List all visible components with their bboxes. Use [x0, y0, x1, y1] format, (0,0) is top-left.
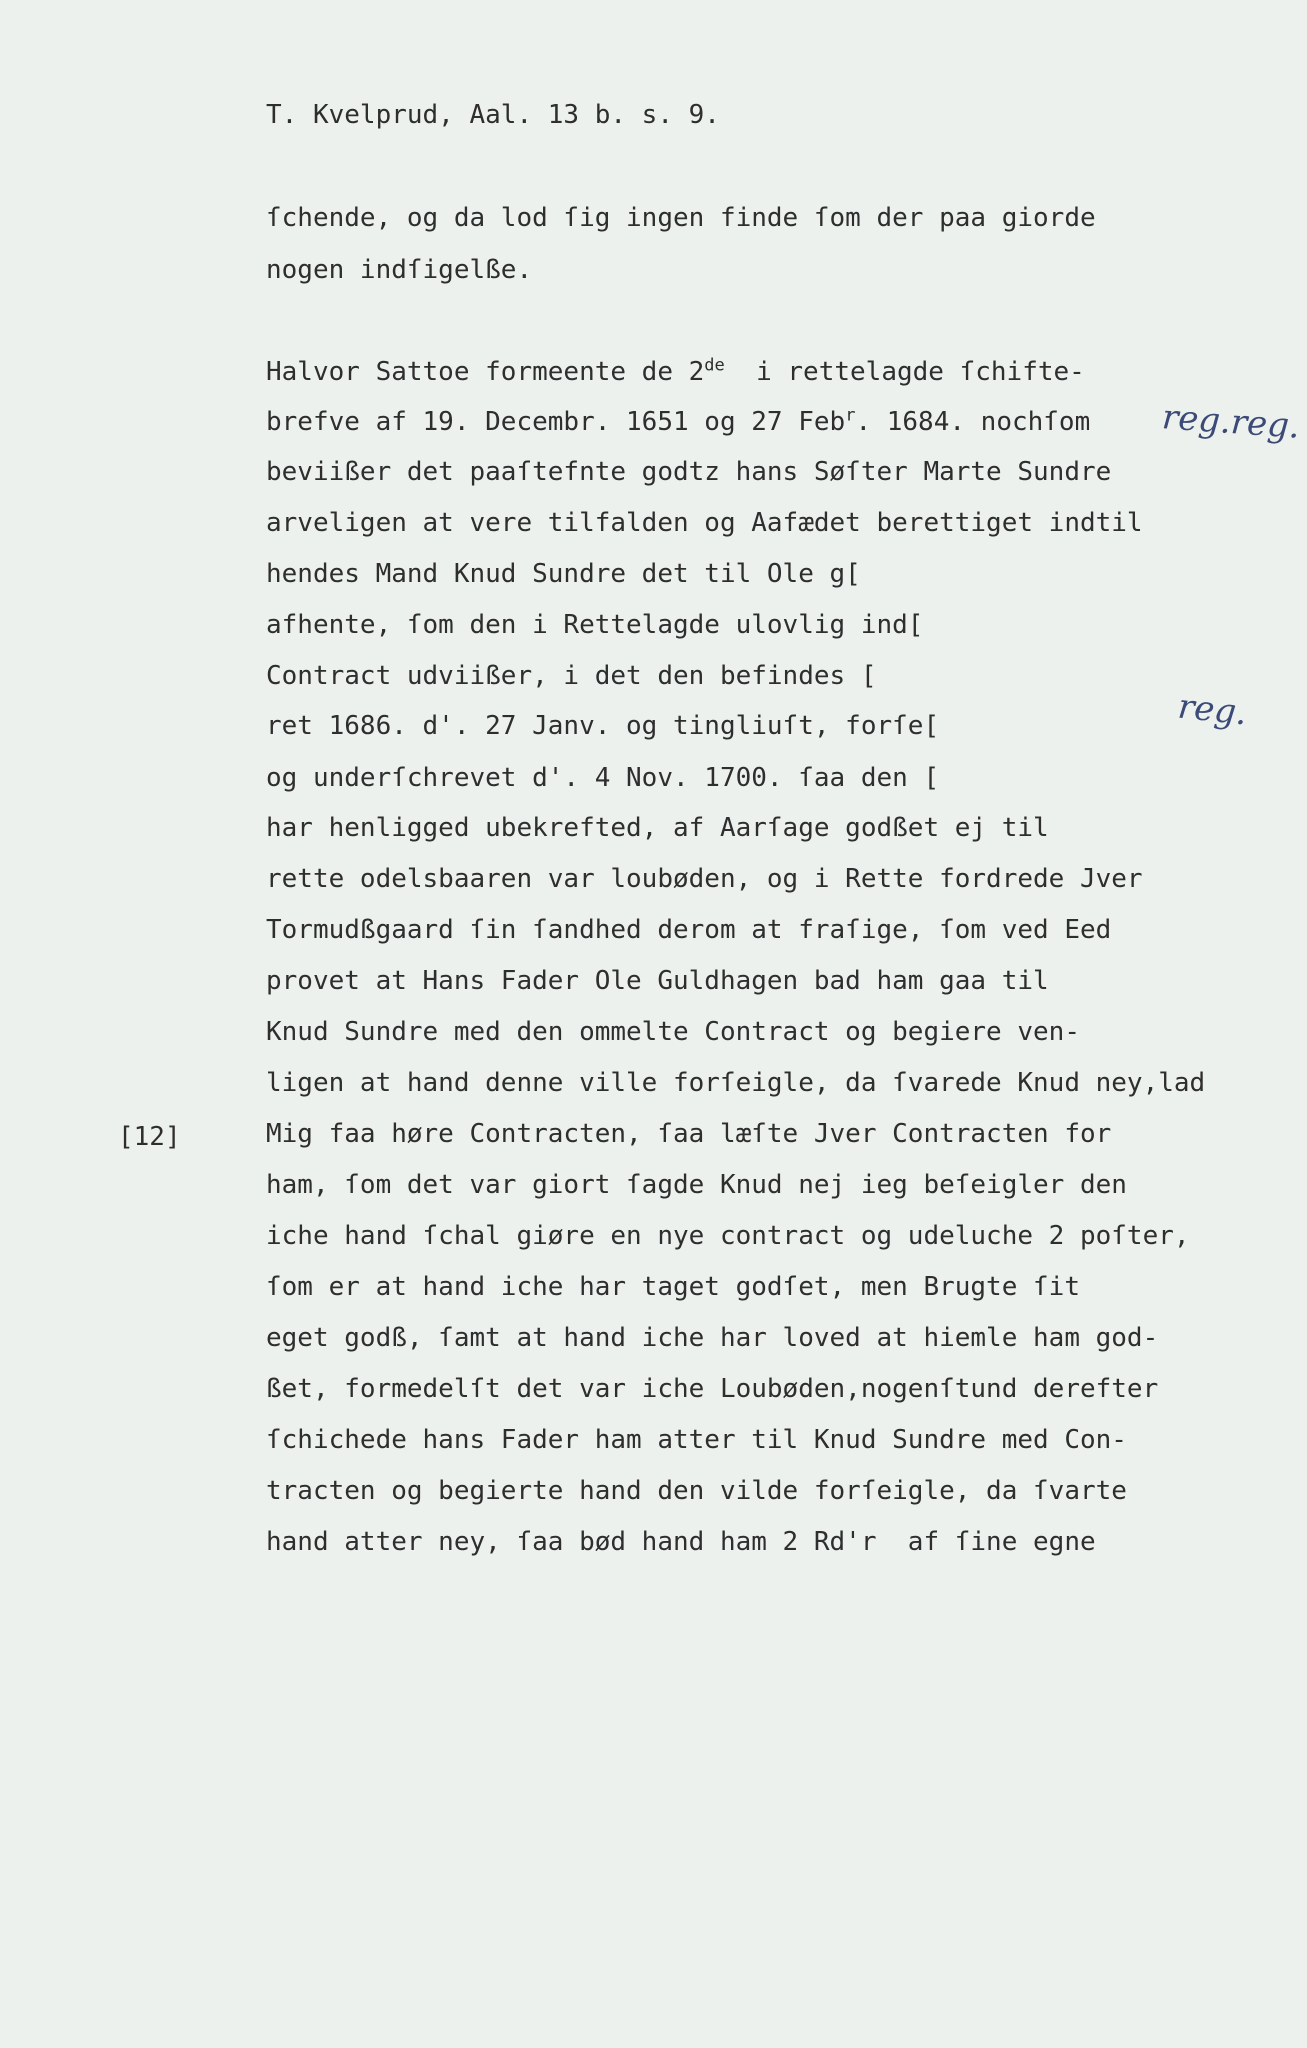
text-line: ret 1686. d'. 27 Janv. og tingliuſt, forſe[: [266, 711, 940, 741]
superscript-de: de: [704, 355, 725, 376]
text-line: hendes Mand Knud Sundre det til Ole g[: [266, 559, 861, 589]
text-segment: brefve af 19. Decembr. 1651 og 27 Feb: [266, 407, 846, 437]
text-line: eget godß, ſamt at hand iche har loved at hiemle ham god-: [266, 1323, 1159, 1353]
text-line: beviißer det paaſtefnte godtz hans Søſter Marte Sundre: [266, 457, 1112, 487]
text-line-brefve: [266, 407, 1090, 437]
text-line: iche hand ſchal giøre en nye contract og udeluche 2 poſter,: [266, 1221, 1190, 1251]
text-line: arveligen at vere tilfalden og Aafædet berettiget indtil: [266, 508, 1143, 538]
text-line: nogen indſigelße.: [266, 255, 533, 285]
text-line: ham, ſom det var giort ſagde Knud nej ieg beſeigler den: [266, 1170, 1127, 1200]
superscript-r: r: [845, 405, 856, 426]
page-header: T. Kvelprud, Aal. 13 b. s. 9.: [266, 100, 720, 130]
handwritten-annotation: reg.reg.: [1160, 397, 1302, 447]
text-segment: . 1684. nochſom: [855, 407, 1091, 437]
margin-page-number: [12]: [118, 1122, 181, 1152]
text-line: provet at Hans Fader Ole Guldhagen bad ham gaa til: [266, 966, 1049, 996]
text-line: Mig faa høre Contracten, ſaa læſte Jver Contracten for: [266, 1119, 1112, 1149]
text-line: Contract udviißer, i det den befindes [: [266, 661, 877, 691]
text-segment: Halvor Sattoe formeente de 2: [266, 357, 705, 387]
text-line: Tormudßgaard ſin ſandhed derom at fraſige, ſom ved Eed: [266, 915, 1112, 945]
text-line: ligen at hand denne ville forſeigle, da ſvarede Knud ney,lad: [266, 1068, 1206, 1098]
text-line: hand atter ney, ſaa bød hand ham 2 Rd'r af ſine egne: [266, 1527, 1096, 1557]
text-line-halvor: [266, 357, 1085, 387]
text-line: Knud Sundre med den ommelte Contract og begiere ven-: [266, 1017, 1080, 1047]
text-line: afhente, ſom den i Rettelagde ulovlig ind[: [266, 610, 924, 640]
text-line: tracten og begierte hand den vilde forſeigle, da ſvarte: [266, 1476, 1127, 1506]
text-line: ſchende, og da lod ſig ingen finde ſom der paa giorde: [266, 203, 1096, 233]
text-line: har henligged ubekrefted, af Aarſage godßet ej til: [266, 813, 1049, 843]
handwritten-annotation: reg.: [1176, 686, 1249, 734]
text-line: ſchichede hans Fader ham atter til Knud Sundre med Con-: [266, 1425, 1127, 1455]
text-segment: i rettelagde ſchifte-: [756, 357, 1085, 387]
text-line: og underſchrevet d'. 4 Nov. 1700. ſaa den [: [266, 763, 940, 793]
text-line: rette odelsbaaren var loubøden, og i Rette fordrede Jver: [266, 864, 1143, 894]
text-line: ſom er at hand iche har taget godſet, men Brugte ſit: [266, 1272, 1080, 1302]
text-line: ßet, formedelſt det var iche Loubøden,nogenſtund derefter: [266, 1374, 1159, 1404]
